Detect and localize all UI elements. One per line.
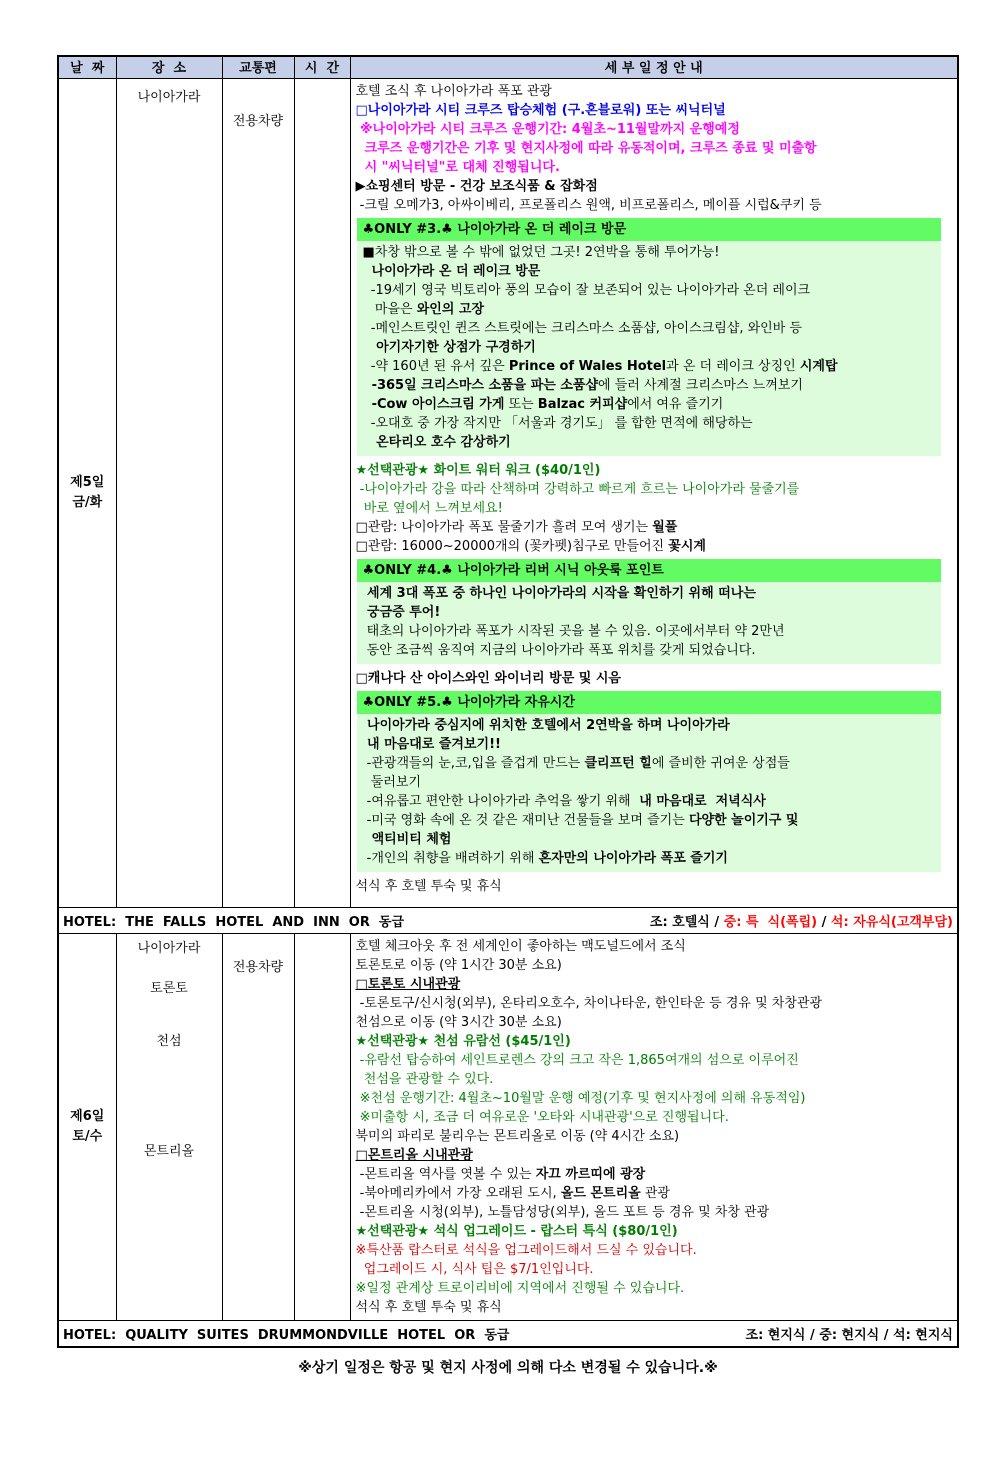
text-segment: ★선택관광★ 화이트 워터 워크 ($40/1인) xyxy=(355,462,601,478)
text-segment: 관광 xyxy=(640,1185,670,1201)
text-segment: 토론토로 이동 (약 1시간 30분 소요) xyxy=(355,957,562,973)
itinerary-line xyxy=(356,82,956,101)
itinerary-line xyxy=(356,1013,956,1032)
itinerary-line xyxy=(363,716,936,735)
itinerary-line xyxy=(363,792,936,811)
text-segment: 내 마음대로 즐겨보기!! xyxy=(362,736,501,752)
text-segment: □캐나다 산 아이스와인 와이너리 방문 및 시음 xyxy=(355,670,621,686)
text-segment: -토론토구/신시청(외부), 온타리오호수, 차이나타운, 한인타운 등 경유 및 차창관광 xyxy=(355,995,823,1011)
only-highlight-box xyxy=(357,559,942,664)
text-segment: -Cow 아이스크림 가게 xyxy=(362,396,505,412)
itinerary-line xyxy=(356,1051,956,1070)
text-segment: ■차창 밖으로 볼 수 밖에 없었던 그곳! 2연박을 통해 투어가능! xyxy=(362,244,720,260)
itinerary-line xyxy=(356,139,956,158)
only-box-body xyxy=(357,241,942,456)
text-segment: 올드 몬트리올 xyxy=(560,1185,641,1201)
itinerary-line xyxy=(356,1203,956,1222)
itinerary-line xyxy=(363,811,936,830)
day-of-week: 토/수 xyxy=(72,1128,103,1144)
place-cell-day6 xyxy=(116,933,222,1320)
place-label: 나이아가라 xyxy=(137,940,201,956)
itinerary-line xyxy=(356,1108,956,1127)
itinerary-line xyxy=(363,849,936,868)
text-segment: 혼자만의 나이아가라 폭포 즐기기 xyxy=(538,850,728,866)
itinerary-line xyxy=(356,1260,956,1279)
text-segment: 석: 자유식(고객부담) xyxy=(830,914,953,930)
text-segment: Prince of Wales Hotel xyxy=(508,358,667,374)
text-segment: -오대호 중 가장 작지만 「서울과 경기도」 를 합한 면적에 해당하는 xyxy=(362,415,753,431)
text-segment: ※특산품 랍스터로 석식을 업그레이드해서 드실 수 있습니다. xyxy=(355,1242,697,1258)
col-header-date: 날 짜 xyxy=(58,56,116,78)
text-segment: 중: 특 식(폭립) xyxy=(723,914,818,930)
itinerary-line xyxy=(356,937,956,956)
text-segment: 마을은 xyxy=(362,301,417,317)
text-segment: ※미출항 시, 조금 더 여유로운 '오타와 시내관광'으로 진행됩니다. xyxy=(355,1109,729,1125)
date-cell-day5 xyxy=(58,78,116,907)
place-label: 천섬 xyxy=(156,1033,182,1049)
itinerary-line xyxy=(363,376,936,395)
day-number: 제5일 xyxy=(70,474,105,490)
text-segment: -19세기 영국 빅토리아 풍의 모습이 잘 보존되어 있는 나이아가라 온더 레이크 xyxy=(362,282,811,298)
place-cell-day5 xyxy=(116,78,222,907)
hotel-name: HOTEL: QUALITY SUITES DRUMMONDVILLE HOTEL OR 동급 xyxy=(63,1327,510,1343)
hotel-row-1 xyxy=(58,907,958,933)
text-segment: 천섬으로 이동 (약 3시간 30분 소요) xyxy=(355,1014,562,1030)
text-segment: 시 "씨닉터널"로 대체 진행됩니다. xyxy=(355,159,560,175)
text-segment: ※천섬 운행기간: 4월초~10월말 운행 예정(기후 및 현지사정에 의해 유동적임) xyxy=(355,1090,806,1106)
text-segment: 자끄 까르띠에 광장 xyxy=(535,1166,646,1182)
itinerary-line xyxy=(356,1070,956,1089)
text-segment: -약 160년 된 유서 깊은 xyxy=(362,358,509,374)
text-segment: □토론토 시내관광 xyxy=(355,976,461,992)
text-segment: 내 마음대로 저녁식사 xyxy=(634,793,766,809)
text-segment: 아기자기한 상점가 구경하기 xyxy=(362,339,536,355)
itinerary-line xyxy=(363,603,936,622)
itinerary-line xyxy=(356,518,956,537)
itinerary-line xyxy=(363,395,936,414)
itinerary-line xyxy=(356,994,956,1013)
text-segment: -크릴 오메가3, 아싸이베리, 프로폴리스 원액, 비프로폴리스, 메이플 시럽&쿠키 등 xyxy=(355,197,822,213)
itinerary-line xyxy=(356,975,956,994)
day-row-5 xyxy=(58,78,958,907)
text-segment: 동안 조금씩 움직여 지금의 나이아가라 폭포 위치를 갖게 되었습니다. xyxy=(362,642,756,658)
itinerary-line xyxy=(363,773,936,792)
hotel-line xyxy=(59,908,957,933)
itinerary-line xyxy=(356,1279,956,1298)
text-segment: -미국 영화 속에 온 것 같은 재미난 건물들을 보며 즐기는 xyxy=(362,812,689,828)
itinerary-line xyxy=(363,641,936,660)
details-content-day5 xyxy=(356,82,956,896)
itinerary-line xyxy=(356,1165,956,1184)
itinerary-line xyxy=(363,281,936,300)
itinerary-line xyxy=(356,1127,956,1146)
itinerary-line xyxy=(363,735,936,754)
footer-disclaimer: ※상기 일정은 항공 및 현지 사정에 의해 다소 변경될 수 있습니다.※ xyxy=(298,1359,718,1376)
text-segment: 클리프턴 힐 xyxy=(584,755,652,771)
itinerary-line xyxy=(356,1222,956,1241)
itinerary-line xyxy=(356,480,956,499)
itinerary-line xyxy=(363,300,936,319)
day-row-6 xyxy=(58,933,958,1320)
text-segment: 나이아가라 중심지에 위치한 호텔에서 2연박을 하며 나이아가라 xyxy=(362,717,730,733)
text-segment: 또는 xyxy=(504,396,538,412)
itinerary-line xyxy=(356,461,956,480)
text-segment: 조: 호텔식 / xyxy=(649,914,724,930)
itinerary-line xyxy=(363,243,936,262)
itinerary-line xyxy=(363,622,936,641)
only-box-body xyxy=(357,714,942,872)
text-segment: 에서 여유 즐기기 xyxy=(627,396,724,412)
text-segment: 조: 현지식 / 중: 현지식 / 석: 현지식 xyxy=(745,1327,953,1343)
text-segment: 석식 후 호텔 투숙 및 휴식 xyxy=(355,878,502,894)
time-cell-day6 xyxy=(294,933,350,1320)
transport-label: 전용차량 xyxy=(232,113,284,129)
itinerary-line xyxy=(356,1184,956,1203)
itinerary-line xyxy=(363,319,936,338)
only-box-title: ♣ONLY #3.♣ 나이아가라 온 더 레이크 방문 xyxy=(357,218,942,241)
text-segment: -북아메리카에서 가장 오래된 도시, xyxy=(355,1185,561,1201)
text-segment: 와인의 고장 xyxy=(416,301,485,317)
itinerary-line xyxy=(356,101,956,120)
itinerary-line xyxy=(356,196,956,215)
itinerary-line xyxy=(363,584,936,603)
itinerary-line xyxy=(363,357,936,376)
text-segment: / xyxy=(817,914,831,930)
text-segment: 과 온 더 레이크 상징인 xyxy=(666,358,800,374)
text-segment: 세계 3대 폭포 중 하나인 나이아가라의 시작을 확인하기 위해 떠나는 xyxy=(362,585,756,601)
col-header-details: 세 부 일 정 안 내 xyxy=(350,56,958,78)
time-cell-day5 xyxy=(294,78,350,907)
place-label: 나이아가라 xyxy=(137,89,201,105)
transport-cell-day6 xyxy=(222,933,294,1320)
text-segment: ★선택관광★ 석식 업그레이드 - 랍스터 특식 ($80/1인) xyxy=(355,1223,678,1239)
text-segment: 둘러보기 xyxy=(362,774,421,790)
text-segment: ※나이아가라 시티 크루즈 운행기간: 4월초~11월말까지 운행예정 xyxy=(355,121,740,137)
hotel-line xyxy=(59,1321,957,1346)
hotel-name: HOTEL: THE FALLS HOTEL AND INN OR 동급 xyxy=(63,914,405,930)
text-segment: -개인의 취향을 배려하기 위해 xyxy=(362,850,539,866)
only-box-title: ♣ONLY #5.♣ 나이아가라 자유시간 xyxy=(357,691,942,714)
itinerary-line xyxy=(363,754,936,773)
itinerary-page xyxy=(57,55,959,1377)
itinerary-table xyxy=(57,55,959,1348)
text-segment: -유람선 탑승하여 세인트로렌스 강의 크고 작은 1,865여개의 섬으로 이루어진 xyxy=(355,1052,799,1068)
meal-info xyxy=(650,911,953,930)
text-segment: 호텔 체크아웃 후 전 세계인이 좋아하는 맥도널드에서 조식 xyxy=(355,938,686,954)
details-cell-day5 xyxy=(350,78,958,907)
only-highlight-box xyxy=(357,218,942,456)
only-box-body xyxy=(357,582,942,664)
day-of-week: 금/화 xyxy=(72,494,103,510)
day-number: 제6일 xyxy=(70,1108,105,1124)
transport-cell-day5 xyxy=(222,78,294,907)
itinerary-line xyxy=(356,1146,956,1165)
only-highlight-box xyxy=(357,691,942,872)
itinerary-line xyxy=(363,414,936,433)
itinerary-line xyxy=(356,1032,956,1051)
itinerary-line xyxy=(356,1089,956,1108)
date-cell-day6 xyxy=(58,933,116,1320)
text-segment: 온타리오 호수 감상하기 xyxy=(362,434,511,450)
text-segment: 나이아가라 온 더 레이크 방문 xyxy=(362,263,541,279)
text-segment: □관람: 나이아가라 폭포 물줄기가 흘려 모여 생기는 xyxy=(355,519,653,535)
itinerary-line xyxy=(363,338,936,357)
itinerary-line xyxy=(356,537,956,556)
transport-label: 전용차량 xyxy=(232,959,284,975)
text-segment: -여유롭고 편안한 나이아가라 추억을 쌓기 위해 xyxy=(362,793,635,809)
text-segment: 바로 옆에서 느껴보세요! xyxy=(355,500,503,516)
col-header-place: 장 소 xyxy=(116,56,222,78)
col-header-time: 시 간 xyxy=(294,56,350,78)
text-segment: -관광객들의 눈,코,입을 즐겁게 만드는 xyxy=(362,755,585,771)
itinerary-line xyxy=(356,1298,956,1317)
text-segment: ★선택관광★ 천섬 유람선 ($45/1인) xyxy=(355,1033,571,1049)
itinerary-line xyxy=(356,669,956,688)
text-segment: □몬트리올 시내관광 xyxy=(355,1147,473,1163)
text-segment: 태초의 나이아가라 폭포가 시작된 곳을 볼 수 있음. 이곳에서부터 약 2만년 xyxy=(362,623,785,639)
only-box-title: ♣ONLY #4.♣ 나이아가라 리버 시닉 아웃룩 포인트 xyxy=(357,559,942,582)
itinerary-line xyxy=(356,877,956,896)
itinerary-line xyxy=(356,1241,956,1260)
text-segment: 크루즈 운행기간은 기후 및 현지사정에 따라 유동적이며, 크루즈 종료 및 미출항 xyxy=(355,140,817,156)
text-segment: -365일 크리스마스 소품을 파는 소품샵 xyxy=(362,377,599,393)
text-segment: -몬트리올 역사를 엿볼 수 있는 xyxy=(355,1166,536,1182)
place-label: 토론토 xyxy=(150,980,188,996)
text-segment: -메인스트릿인 퀸즈 스트릿에는 크리스마스 소품샵, 아이스크림샵, 와인바 등 xyxy=(362,320,802,336)
text-segment: 다양한 놀이기구 및 xyxy=(688,812,799,828)
itinerary-line xyxy=(363,433,936,452)
text-segment: 시계탑 xyxy=(799,358,838,374)
text-segment: □나이아가라 시티 크루즈 탑승체험 (구.혼블로워) 또는 씨닉터널 xyxy=(355,102,726,118)
text-segment: 천섬을 관광할 수 있다. xyxy=(355,1071,494,1087)
text-segment: 북미의 파리로 불리우는 몬트리올로 이동 (약 4시간 소요) xyxy=(355,1128,680,1144)
itinerary-line xyxy=(356,499,956,518)
text-segment: ▶쇼핑센터 방문 - 건강 보조식품 & 잡화점 xyxy=(355,178,598,194)
text-segment: 호텔 조식 후 나이아가라 폭포 관광 xyxy=(355,83,552,99)
itinerary-line xyxy=(363,830,936,849)
text-segment: 궁금증 투어! xyxy=(362,604,441,620)
meal-info xyxy=(746,1324,953,1343)
text-segment: □관람: 16000~20000개의 (꽃카펫)침구로 만들어진 xyxy=(355,538,669,554)
table-header-row xyxy=(58,56,958,78)
col-header-transport: 교통편 xyxy=(222,56,294,78)
text-segment: 에 즐비한 귀여운 상점들 xyxy=(651,755,790,771)
text-segment: Balzac 커피샵 xyxy=(537,396,628,412)
text-segment: 업그레이드 시, 식사 팁은 $7/1인입니다. xyxy=(355,1261,594,1277)
details-cell-day6 xyxy=(350,933,958,1320)
itinerary-line xyxy=(356,177,956,196)
text-segment: -몬트리올 시청(외부), 노틀담성당(외부), 올드 포트 등 경유 및 차창 관광 xyxy=(355,1204,770,1220)
details-content-day6 xyxy=(356,937,956,1317)
itinerary-line xyxy=(356,956,956,975)
hotel-row-2 xyxy=(58,1320,958,1347)
itinerary-line xyxy=(356,120,956,139)
text-segment: 월풀 xyxy=(652,519,678,535)
text-segment: 석식 후 호텔 투숙 및 휴식 xyxy=(355,1299,502,1315)
text-segment: 에 들러 사계절 크리스마스 느껴보기 xyxy=(598,377,803,393)
place-label: 몬트리올 xyxy=(143,1143,195,1159)
text-segment: 꽃시계 xyxy=(668,538,706,554)
text-segment: ※일정 관계상 트로이리비에 지역에서 진행될 수 있습니다. xyxy=(355,1280,685,1296)
text-segment: -나이아가라 강을 따라 산책하며 강력하고 빠르게 흐르는 나이아가라 물줄기를 xyxy=(355,481,800,497)
itinerary-line xyxy=(356,158,956,177)
text-segment: 액티비티 체험 xyxy=(362,831,452,847)
itinerary-line xyxy=(363,262,936,281)
